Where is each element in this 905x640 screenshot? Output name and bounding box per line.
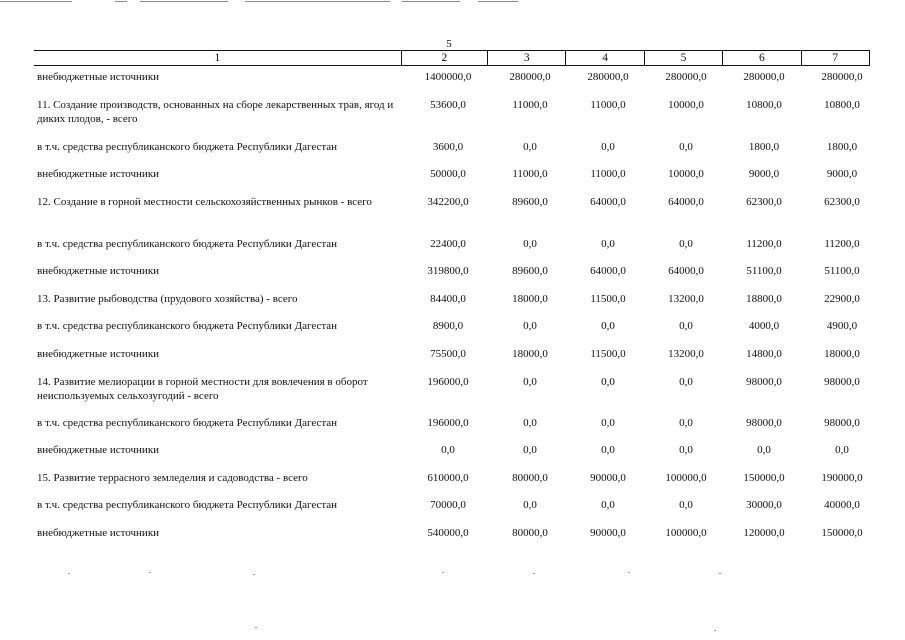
cell-col-7: 18000,0 xyxy=(824,348,860,360)
cell-col-5: 0,0 xyxy=(679,417,693,429)
row-label: 11. Создание производств, основанных на сборе лекарственных трав, ягод и диких плодов, - всего xyxy=(37,99,394,125)
cell-col-5: 10000,0 xyxy=(668,168,704,180)
cell-col-4: 64000,0 xyxy=(590,265,626,277)
column-header-1: 1 xyxy=(34,51,401,66)
cell-col-5: 0,0 xyxy=(679,376,693,388)
cell-col-6: 0,0 xyxy=(757,444,771,456)
cell-col-6: 11200,0 xyxy=(746,238,782,250)
cell-col-5: 100000,0 xyxy=(665,472,707,484)
cell-col-7: 22900,0 xyxy=(824,293,860,305)
row-label: в т.ч. средства республиканского бюджета Республики Дагестан xyxy=(37,238,338,250)
cell-col-5: 0,0 xyxy=(679,320,693,332)
cell-col-4: 0,0 xyxy=(601,141,615,153)
cell-col-3: 80000,0 xyxy=(512,472,548,484)
column-header-6: 6 xyxy=(723,51,801,66)
cell-col-6: 62300,0 xyxy=(746,196,782,208)
cell-col-7: 190000,0 xyxy=(821,472,863,484)
row-label: внебюджетные источники xyxy=(37,444,160,456)
cell-col-2: 319800,0 xyxy=(427,265,469,277)
cell-col-4: 64000,0 xyxy=(590,196,626,208)
cell-col-6: 280000,0 xyxy=(743,71,785,83)
cell-col-6: 150000,0 xyxy=(743,472,785,484)
page-number: 5 xyxy=(446,38,452,50)
cell-col-3: 0,0 xyxy=(523,376,537,388)
cell-col-5: 100000,0 xyxy=(665,527,707,539)
row-label: внебюджетные источники xyxy=(37,71,160,83)
cell-col-2: 0,0 xyxy=(441,444,455,456)
cell-col-7: 9000,0 xyxy=(826,168,858,180)
cell-col-4: 0,0 xyxy=(601,444,615,456)
column-header-7: 7 xyxy=(801,51,870,66)
cell-col-2: 75500,0 xyxy=(430,348,466,360)
cell-col-4: 0,0 xyxy=(601,376,615,388)
cell-col-6: 14800,0 xyxy=(746,348,782,360)
cell-col-5: 0,0 xyxy=(679,141,693,153)
row-label: внебюджетные источники xyxy=(37,527,160,539)
cell-col-3: 18000,0 xyxy=(512,293,548,305)
cell-col-3: 0,0 xyxy=(523,444,537,456)
column-header-4: 4 xyxy=(566,51,644,66)
row-label: внебюджетные источники xyxy=(37,265,160,277)
cell-col-7: 51100,0 xyxy=(824,265,860,277)
cell-col-3: 280000,0 xyxy=(509,71,551,83)
cell-col-6: 98000,0 xyxy=(746,417,782,429)
cell-col-4: 0,0 xyxy=(601,499,615,511)
cell-col-2: 342200,0 xyxy=(427,196,469,208)
cell-col-6: 9000,0 xyxy=(748,168,780,180)
column-header-5: 5 xyxy=(644,51,722,66)
cell-col-5: 64000,0 xyxy=(668,265,704,277)
row-label: в т.ч. средства республиканского бюджета Республики Дагестан xyxy=(37,320,338,332)
cell-col-7: 150000,0 xyxy=(821,527,863,539)
cell-col-4: 11500,0 xyxy=(590,348,626,360)
cell-col-2: 70000,0 xyxy=(430,499,466,511)
cell-col-4: 11000,0 xyxy=(590,168,626,180)
column-header-3: 3 xyxy=(488,51,566,66)
cell-col-5: 10000,0 xyxy=(668,99,704,111)
cell-col-6: 51100,0 xyxy=(746,265,782,277)
row-label: в т.ч. средства республиканского бюджета Республики Дагестан xyxy=(37,141,338,153)
cell-col-7: 98000,0 xyxy=(824,376,860,388)
cell-col-7: 11200,0 xyxy=(824,238,860,250)
row-label: внебюджетные источники xyxy=(37,348,160,360)
cell-col-7: 0,0 xyxy=(835,444,849,456)
cell-col-3: 11000,0 xyxy=(512,168,548,180)
cell-col-5: 0,0 xyxy=(679,444,693,456)
cell-col-7: 98000,0 xyxy=(824,417,860,429)
cell-col-2: 540000,0 xyxy=(427,527,469,539)
cell-col-7: 10800,0 xyxy=(824,99,860,111)
cell-col-2: 1400000,0 xyxy=(424,71,472,83)
cell-col-5: 64000,0 xyxy=(668,196,704,208)
cell-col-3: 89600,0 xyxy=(512,196,548,208)
cell-col-6: 30000,0 xyxy=(746,499,782,511)
row-label: 13. Развитие рыбоводства (прудового хозяйства) - всего xyxy=(37,293,298,305)
cell-col-2: 22400,0 xyxy=(430,238,466,250)
cell-col-2: 196000,0 xyxy=(427,376,469,388)
cell-col-3: 0,0 xyxy=(523,499,537,511)
cell-col-3: 0,0 xyxy=(523,141,537,153)
cell-col-7: 4900,0 xyxy=(826,320,858,332)
cell-col-3: 89600,0 xyxy=(512,265,548,277)
cell-col-5: 280000,0 xyxy=(665,71,707,83)
cell-col-5: 0,0 xyxy=(679,499,693,511)
cell-col-2: 84400,0 xyxy=(430,293,466,305)
cell-col-3: 0,0 xyxy=(523,320,537,332)
cell-col-4: 11000,0 xyxy=(590,99,626,111)
cell-col-2: 8900,0 xyxy=(432,320,464,332)
cell-col-4: 0,0 xyxy=(601,320,615,332)
cell-col-2: 196000,0 xyxy=(427,417,469,429)
cell-col-2: 53600,0 xyxy=(430,99,466,111)
cell-col-3: 11000,0 xyxy=(512,99,548,111)
scan-top-border xyxy=(0,0,905,5)
row-label: внебюджетные источники xyxy=(37,168,160,180)
cell-col-5: 13200,0 xyxy=(668,293,704,305)
cell-col-7: 40000,0 xyxy=(824,499,860,511)
cell-col-3: 18000,0 xyxy=(512,348,548,360)
cell-col-4: 90000,0 xyxy=(590,527,626,539)
cell-col-3: 0,0 xyxy=(523,238,537,250)
cell-col-6: 1800,0 xyxy=(748,141,780,153)
cell-col-3: 80000,0 xyxy=(512,527,548,539)
cell-col-2: 50000,0 xyxy=(430,168,466,180)
cell-col-6: 98000,0 xyxy=(746,376,782,388)
cell-col-4: 0,0 xyxy=(601,238,615,250)
row-label: 14. Развитие мелиорации в горной местности для вовлечения в оборот неиспользуемых сельхозугодий - всего xyxy=(37,376,368,402)
row-label: 15. Развитие террасного земледелия и садоводства - всего xyxy=(37,472,308,484)
cell-col-2: 610000,0 xyxy=(427,472,469,484)
cell-col-7: 280000,0 xyxy=(821,71,863,83)
cell-col-5: 0,0 xyxy=(679,238,693,250)
column-header-2: 2 xyxy=(401,51,487,66)
cell-col-3: 0,0 xyxy=(523,417,537,429)
cell-col-6: 10800,0 xyxy=(746,99,782,111)
cell-col-6: 18800,0 xyxy=(746,293,782,305)
cell-col-7: 62300,0 xyxy=(824,196,860,208)
cell-col-6: 120000,0 xyxy=(743,527,785,539)
cell-col-5: 13200,0 xyxy=(668,348,704,360)
cell-col-4: 0,0 xyxy=(601,417,615,429)
cell-col-2: 3600,0 xyxy=(432,141,464,153)
cell-col-7: 1800,0 xyxy=(826,141,858,153)
cell-col-6: 4000,0 xyxy=(748,320,780,332)
table-header xyxy=(34,50,870,66)
row-label: 12. Создание в горной местности сельскохозяйственных рынков - всего xyxy=(37,196,372,208)
row-label: в т.ч. средства республиканского бюджета Республики Дагестан xyxy=(37,499,338,511)
cell-col-4: 11500,0 xyxy=(590,293,626,305)
cell-col-4: 90000,0 xyxy=(590,472,626,484)
cell-col-4: 280000,0 xyxy=(587,71,629,83)
row-label: в т.ч. средства республиканского бюджета Республики Дагестан xyxy=(37,417,338,429)
